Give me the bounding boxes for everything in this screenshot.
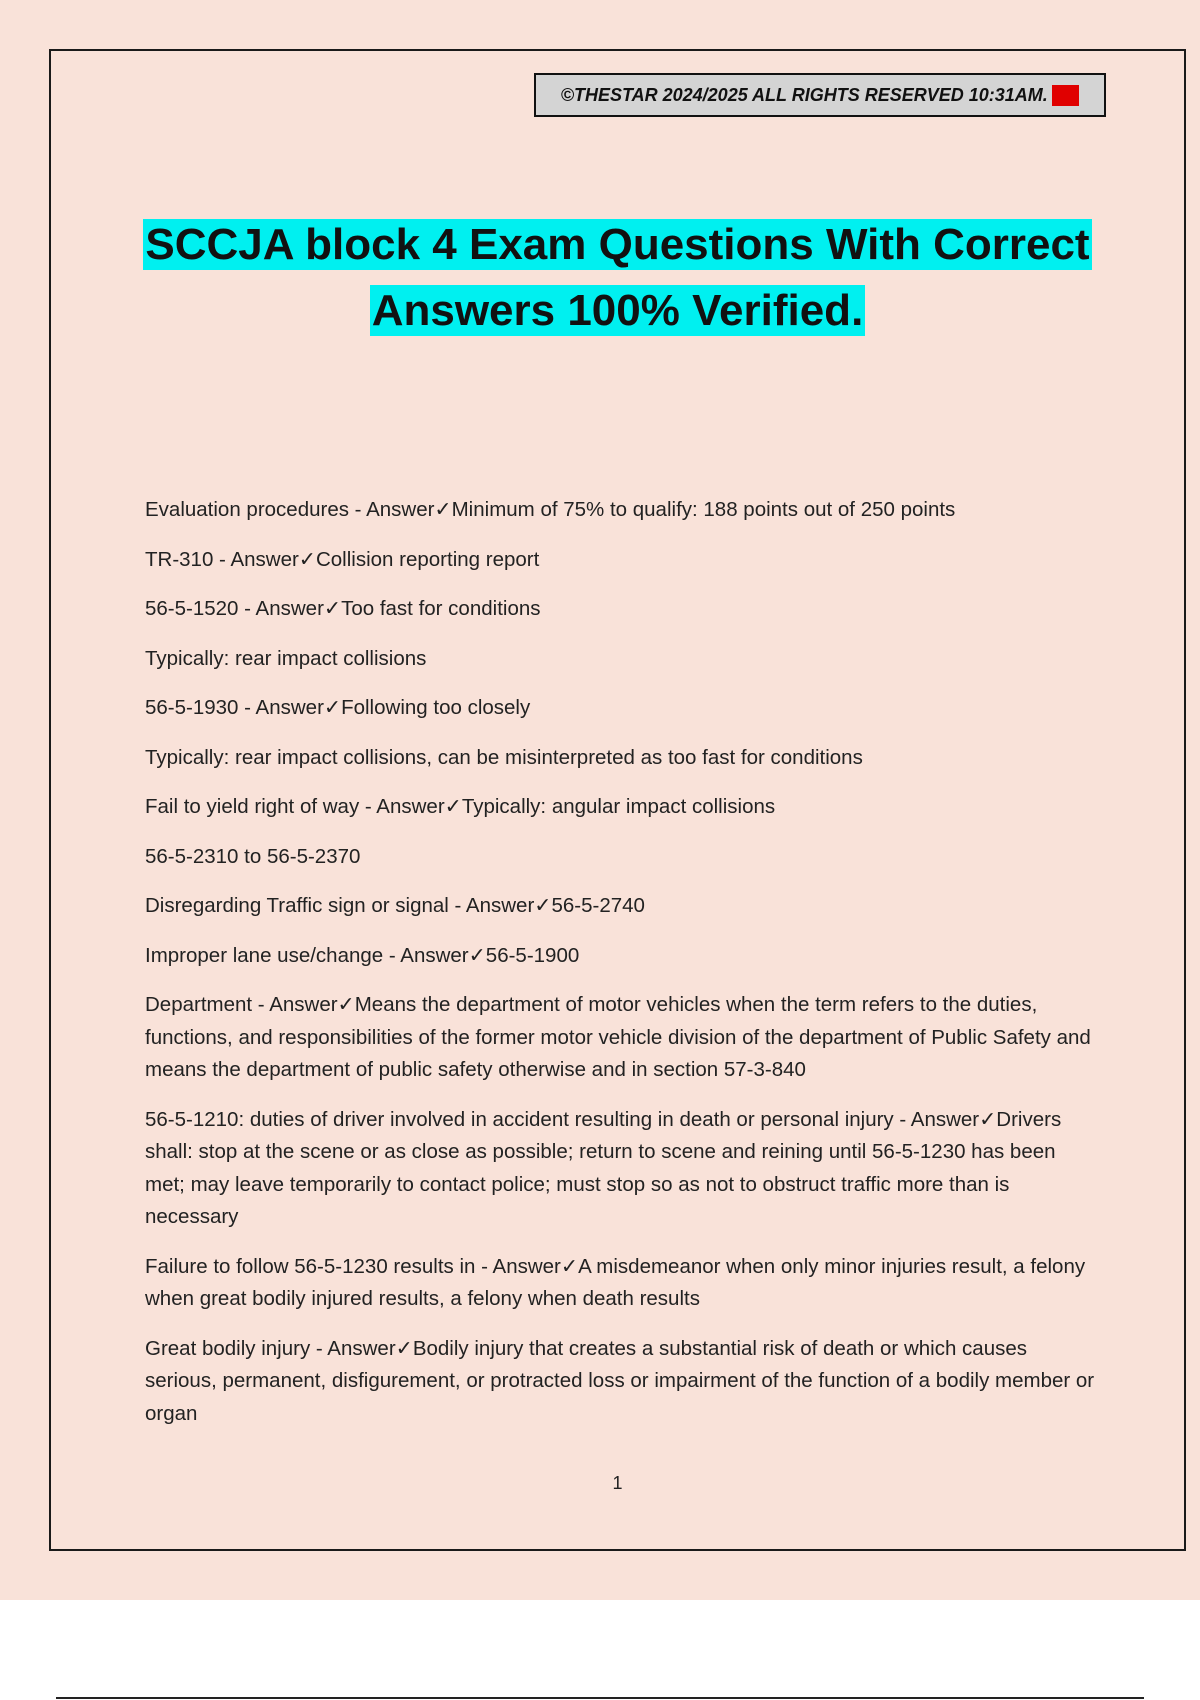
title-line-1: SCCJA block 4 Exam Questions With Correct bbox=[145, 220, 1090, 269]
qa-item: Improper lane use/change - Answer✓56-5-1900 bbox=[145, 943, 580, 967]
qa-list bbox=[145, 494, 1095, 1447]
next-page-divider bbox=[56, 1697, 1144, 1699]
qa-item: Failure to follow 56-5-1230 results in - Answer✓A misdemeanor when only minor injuries result, a felony when great bodily injured results, a felony when death results bbox=[145, 1254, 1086, 1310]
qa-item: TR-310 - Answer✓Collision reporting report bbox=[145, 547, 540, 571]
page-title bbox=[60, 212, 1175, 344]
title-line-2: Answers 100% Verified. bbox=[371, 286, 864, 335]
qa-item: 56-5-1520 - Answer✓Too fast for conditions bbox=[145, 597, 541, 620]
qa-item: Evaluation procedures - Answer✓Minimum of 75% to qualify: 188 points out of 250 points bbox=[145, 498, 956, 521]
qa-item: 56-5-1210: duties of driver involved in accident resulting in death or personal injury - Answer✓Drivers shall: stop at the scene or as close as possible; return to scene and reining until 56-5-1230 has been met; may leave temporarily to contact police; must stop so as not to obstruct traffic more than is necessary bbox=[145, 1107, 1062, 1228]
qa-item: Fail to yield right of way - Answer✓Typically: angular impact collisions bbox=[145, 795, 776, 818]
copyright-text: ©THESTAR 2024/2025 ALL RIGHTS RESERVED 10:31AM. bbox=[560, 84, 1048, 105]
qa-item: Department - Answer✓Means the department of motor vehicles when the term refers to the duties, functions, and responsibilities of the former motor vehicle division of the department of Public Safety and means the department of public safety otherwise and in section 57-3-840 bbox=[145, 993, 1091, 1081]
qa-item: Typically: rear impact collisions, can be misinterpreted as too fast for conditions bbox=[145, 745, 863, 769]
qa-item: 56-5-1930 - Answer✓Following too closely bbox=[145, 696, 531, 719]
qa-item: Disregarding Traffic sign or signal - Answer✓56-5-2740 bbox=[145, 894, 645, 917]
qa-item: 56-5-2310 to 56-5-2370 bbox=[145, 844, 361, 868]
page-number: 1 bbox=[612, 1473, 623, 1493]
copyright-banner bbox=[534, 73, 1106, 117]
qa-item: Great bodily injury - Answer✓Bodily injury that creates a substantial risk of death or which causes serious, permanent, disfigurement, or protracted loss or impairment of the function of a bodily member or organ bbox=[145, 1336, 1095, 1425]
grade-mark: A+ bbox=[1053, 84, 1078, 105]
qa-item: Typically: rear impact collisions bbox=[145, 646, 427, 670]
